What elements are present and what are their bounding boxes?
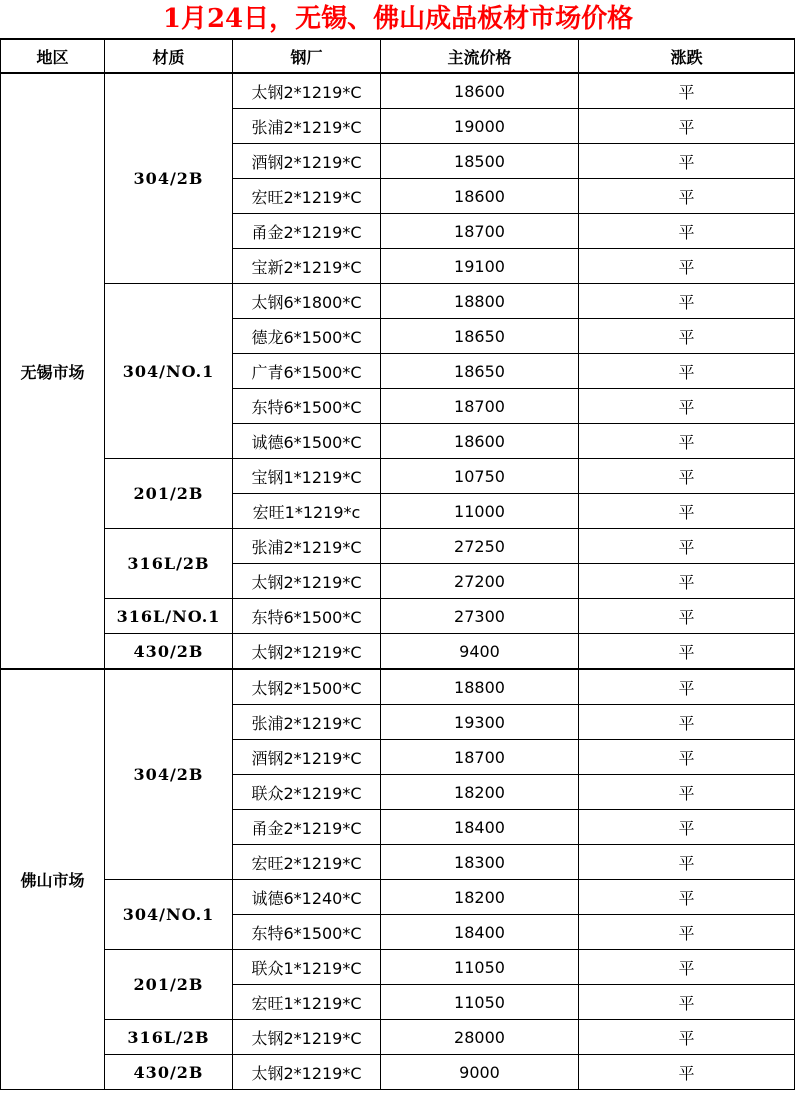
change-cell: 平 [579,284,795,319]
header-row [1,39,795,73]
material-cell: 304/2B [105,669,233,880]
change-cell: 平 [579,845,795,880]
change-cell: 平 [579,389,795,424]
price-cell: 18200 [381,775,579,810]
change-cell: 平 [579,599,795,634]
mill-cell: 宏旺2*1219*C [233,179,381,214]
price-cell: 10750 [381,459,579,494]
change-cell: 平 [579,634,795,670]
change-cell: 平 [579,1055,795,1090]
table-row [1,599,795,634]
price-cell: 18800 [381,669,579,705]
change-cell: 平 [579,529,795,564]
mill-cell: 宝新2*1219*C [233,249,381,284]
mill-cell: 太钢2*1219*C [233,634,381,670]
material-cell: 316L/2B [105,529,233,599]
change-cell: 平 [579,669,795,705]
price-cell: 28000 [381,1020,579,1055]
mill-cell: 宏旺1*1219*C [233,985,381,1020]
mill-cell: 广青6*1500*C [233,354,381,389]
table-row [1,1020,795,1055]
material-cell: 304/NO.1 [105,880,233,950]
change-cell: 平 [579,109,795,144]
price-cell: 27200 [381,564,579,599]
mill-cell: 东特6*1500*C [233,389,381,424]
table-row [1,669,795,705]
mill-cell: 太钢2*1219*C [233,1020,381,1055]
material-cell: 201/2B [105,459,233,529]
mill-cell: 诚德6*1500*C [233,424,381,459]
change-cell: 平 [579,740,795,775]
mill-cell: 太钢2*1219*C [233,564,381,599]
mill-cell: 太钢6*1800*C [233,284,381,319]
price-cell: 11000 [381,494,579,529]
change-cell: 平 [579,73,795,109]
change-cell: 平 [579,985,795,1020]
material-cell: 201/2B [105,950,233,1020]
price-cell: 19000 [381,109,579,144]
change-cell: 平 [579,249,795,284]
mill-cell: 联众2*1219*C [233,775,381,810]
mill-cell: 东特6*1500*C [233,915,381,950]
price-cell: 9000 [381,1055,579,1090]
mill-cell: 太钢2*1500*C [233,669,381,705]
change-cell: 平 [579,950,795,985]
mill-cell: 宏旺1*1219*c [233,494,381,529]
price-cell: 19100 [381,249,579,284]
price-cell: 18400 [381,915,579,950]
change-cell: 平 [579,1020,795,1055]
mill-cell: 德龙6*1500*C [233,319,381,354]
change-cell: 平 [579,775,795,810]
change-cell: 平 [579,564,795,599]
header-region: 地区 [1,39,105,73]
header-mill: 钢厂 [233,39,381,73]
region-cell: 佛山市场 [1,669,105,1090]
mill-cell: 张浦2*1219*C [233,109,381,144]
change-cell: 平 [579,354,795,389]
change-cell: 平 [579,915,795,950]
price-table [0,38,795,1090]
change-cell: 平 [579,459,795,494]
change-cell: 平 [579,144,795,179]
mill-cell: 张浦2*1219*C [233,529,381,564]
price-cell: 18700 [381,214,579,249]
header-price: 主流价格 [381,39,579,73]
mill-cell: 甬金2*1219*C [233,810,381,845]
mill-cell: 宏旺2*1219*C [233,845,381,880]
change-cell: 平 [579,214,795,249]
price-cell: 19300 [381,705,579,740]
price-cell: 18700 [381,740,579,775]
price-cell: 11050 [381,985,579,1020]
price-cell: 9400 [381,634,579,670]
price-cell: 18600 [381,424,579,459]
header-change: 涨跌 [579,39,795,73]
price-cell: 27300 [381,599,579,634]
change-cell: 平 [579,424,795,459]
mill-cell: 太钢2*1219*C [233,73,381,109]
price-cell: 18400 [381,810,579,845]
material-cell: 304/NO.1 [105,284,233,459]
change-cell: 平 [579,179,795,214]
table-row [1,880,795,915]
price-cell: 18650 [381,354,579,389]
table-row [1,634,795,670]
price-cell: 18600 [381,73,579,109]
price-cell: 11050 [381,950,579,985]
mill-cell: 酒钢2*1219*C [233,740,381,775]
material-cell: 430/2B [105,1055,233,1090]
table-row [1,1055,795,1090]
price-cell: 27250 [381,529,579,564]
mill-cell: 东特6*1500*C [233,599,381,634]
mill-cell: 张浦2*1219*C [233,705,381,740]
page-title: 1月24日，无锡、佛山成品板材市场价格 [162,4,634,34]
price-cell: 18650 [381,319,579,354]
material-cell: 304/2B [105,73,233,284]
mill-cell: 联众1*1219*C [233,950,381,985]
change-cell: 平 [579,810,795,845]
price-cell: 18600 [381,179,579,214]
price-cell: 18200 [381,880,579,915]
table-body [1,73,795,1090]
mill-cell: 宝钢1*1219*C [233,459,381,494]
mill-cell: 酒钢2*1219*C [233,144,381,179]
price-cell: 18300 [381,845,579,880]
change-cell: 平 [579,880,795,915]
material-cell: 316L/2B [105,1020,233,1055]
mill-cell: 太钢2*1219*C [233,1055,381,1090]
mill-cell: 诚德6*1240*C [233,880,381,915]
price-cell: 18500 [381,144,579,179]
table-row [1,529,795,564]
material-cell: 430/2B [105,634,233,670]
price-cell: 18800 [381,284,579,319]
material-cell: 316L/NO.1 [105,599,233,634]
change-cell: 平 [579,494,795,529]
table-row [1,73,795,109]
table-row [1,284,795,319]
price-cell: 18700 [381,389,579,424]
table-row [1,459,795,494]
header-material: 材质 [105,39,233,73]
mill-cell: 甬金2*1219*C [233,214,381,249]
change-cell: 平 [579,705,795,740]
region-cell: 无锡市场 [1,73,105,669]
change-cell: 平 [579,319,795,354]
table-row [1,950,795,985]
